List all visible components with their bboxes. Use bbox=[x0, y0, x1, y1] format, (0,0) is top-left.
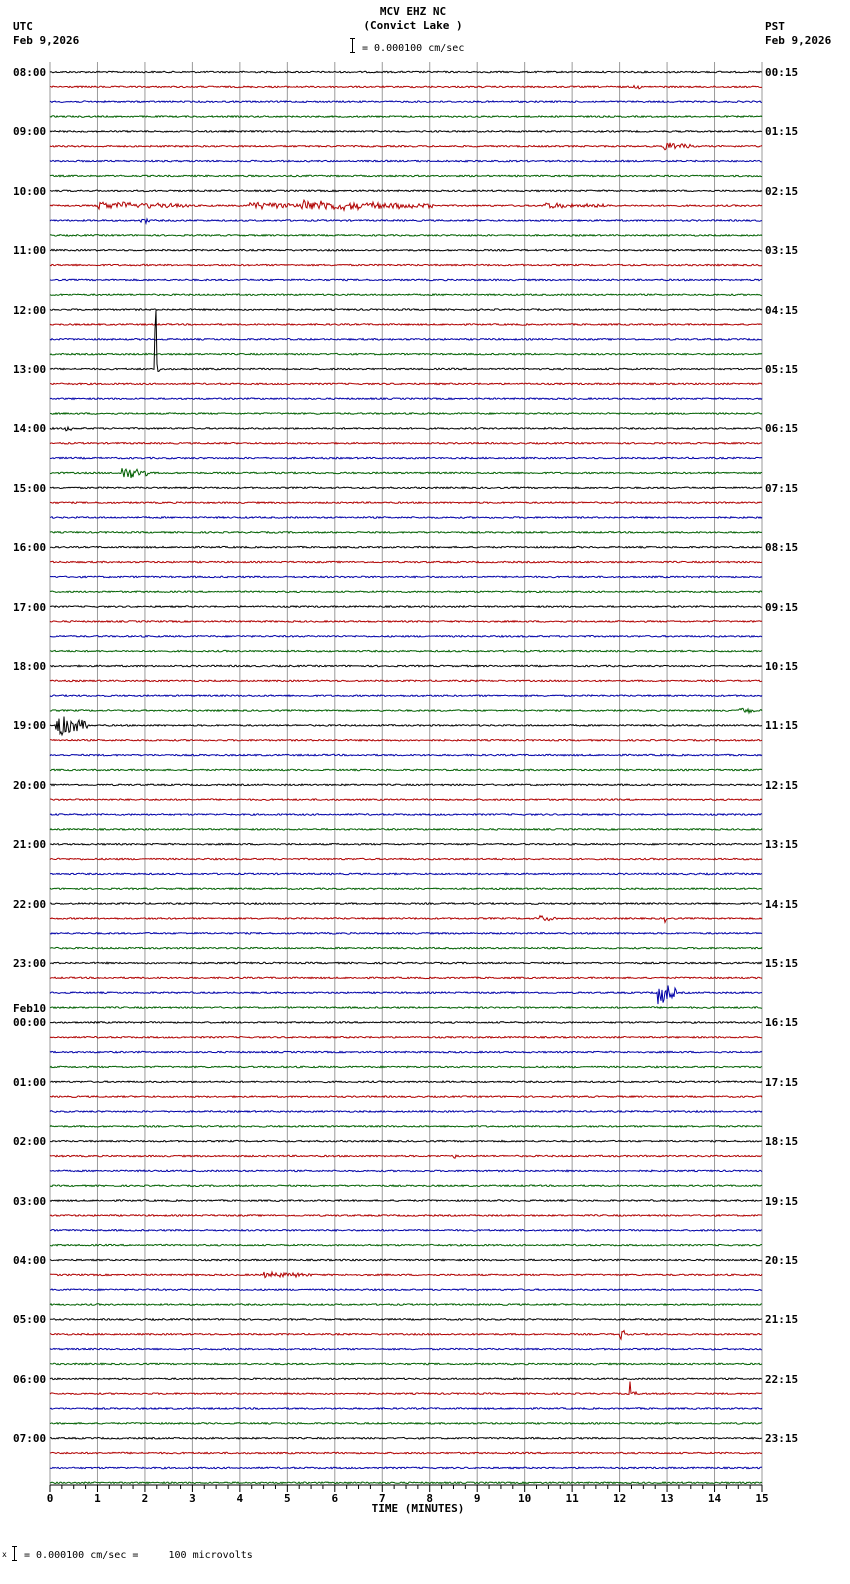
trace-line bbox=[50, 621, 762, 623]
trace-line bbox=[50, 740, 762, 742]
utc-hour-label: 06:00 bbox=[13, 1372, 47, 1386]
trace-line bbox=[50, 310, 762, 371]
x-tick-label: 3 bbox=[189, 1492, 196, 1505]
utc-hour-label: 01:00 bbox=[13, 1075, 47, 1089]
trace-line bbox=[50, 398, 762, 400]
trace-line bbox=[50, 249, 762, 251]
pst-hour-label: 21:15 bbox=[765, 1313, 799, 1327]
trace-line bbox=[50, 1051, 762, 1053]
pst-hour-label: 14:15 bbox=[765, 897, 799, 911]
trace-line bbox=[50, 933, 762, 935]
utc-hour-label: 19:00 bbox=[13, 719, 47, 733]
trace-line bbox=[50, 708, 762, 713]
trace-line bbox=[50, 916, 762, 923]
trace-line bbox=[50, 131, 762, 133]
trace-line bbox=[50, 86, 762, 89]
trace-line bbox=[50, 1363, 762, 1365]
trace-line bbox=[50, 1482, 762, 1484]
station-title: MCV EHZ NC bbox=[379, 5, 447, 18]
trace-line bbox=[50, 143, 762, 150]
trace-line bbox=[50, 784, 762, 786]
trace-line bbox=[50, 383, 762, 385]
x-tick-label: 8 bbox=[426, 1492, 434, 1505]
trace-line bbox=[50, 1289, 762, 1291]
x-axis-title: TIME (MINUTES) bbox=[371, 1502, 465, 1515]
trace-line bbox=[50, 413, 762, 415]
x-tick-label: 14 bbox=[707, 1492, 722, 1505]
trace-line bbox=[50, 1126, 762, 1128]
utc-hour-label: 04:00 bbox=[13, 1254, 47, 1267]
footer-scale-bar-icon bbox=[12, 1546, 17, 1561]
pst-hour-label: 10:15 bbox=[765, 660, 799, 673]
trace-line bbox=[50, 1244, 762, 1246]
trace-line bbox=[50, 1037, 762, 1039]
utc-hour-label: 00:00 bbox=[13, 1016, 47, 1030]
trace-line bbox=[50, 1200, 762, 1202]
trace-line bbox=[50, 561, 762, 563]
trace-line bbox=[50, 947, 762, 949]
trace-line bbox=[50, 606, 762, 608]
x-tick-label: 11 bbox=[565, 1492, 579, 1505]
trace-line bbox=[50, 1378, 762, 1380]
pst-hour-label: 22:15 bbox=[765, 1372, 799, 1386]
header-scale-text: = 0.000100 cm/sec bbox=[362, 43, 465, 54]
trace-line bbox=[50, 294, 762, 296]
trace-line bbox=[50, 219, 762, 223]
trace-line bbox=[50, 650, 762, 652]
pst-hour-label: 13:15 bbox=[765, 838, 799, 852]
x-tick-label: 7 bbox=[378, 1492, 386, 1505]
utc-hour-label: 03:00 bbox=[13, 1194, 47, 1208]
utc-hour-label: 21:00 bbox=[13, 838, 47, 852]
pst-hour-label: 18:15 bbox=[765, 1135, 799, 1149]
trace-line bbox=[50, 1066, 762, 1068]
trace-line bbox=[50, 1111, 762, 1113]
pst-hour-label: 11:15 bbox=[765, 719, 799, 733]
trace-line bbox=[50, 1215, 762, 1217]
trace-line bbox=[50, 324, 762, 326]
trace-line bbox=[50, 717, 762, 735]
trace-line bbox=[50, 1319, 762, 1321]
x-tick-label: 12 bbox=[612, 1492, 627, 1505]
utc-hour-label: 18:00 bbox=[13, 660, 47, 673]
trace-line bbox=[50, 680, 762, 682]
trace-line bbox=[50, 532, 762, 534]
pst-hour-label: 15:15 bbox=[765, 957, 799, 970]
trace-line bbox=[50, 1022, 762, 1024]
pst-hour-label: 06:15 bbox=[765, 422, 799, 436]
right-date: Feb 9,2026 bbox=[765, 34, 832, 47]
trace-line bbox=[50, 71, 762, 73]
trace-line bbox=[50, 175, 762, 177]
trace-line bbox=[50, 695, 762, 697]
utc-hour-label: 08:00 bbox=[13, 66, 47, 79]
right-timezone: PST bbox=[765, 20, 785, 33]
trace-line bbox=[50, 1259, 762, 1261]
pst-hour-label: 12:15 bbox=[765, 778, 799, 792]
pst-hour-label: 00:15 bbox=[765, 66, 799, 79]
pst-hour-label: 04:15 bbox=[765, 303, 799, 317]
trace-line bbox=[50, 754, 762, 756]
trace-line bbox=[50, 903, 762, 905]
pst-hour-label: 09:15 bbox=[765, 600, 799, 614]
utc-hour-label: 22:00 bbox=[13, 897, 47, 911]
utc-hour-label: 14:00 bbox=[13, 422, 47, 436]
x-tick-label: 15 bbox=[755, 1492, 769, 1505]
utc-hour-label: 12:00 bbox=[13, 303, 47, 317]
trace-line bbox=[50, 977, 762, 979]
trace-line bbox=[50, 517, 762, 519]
pst-hour-label: 05:15 bbox=[765, 363, 799, 376]
pst-hour-label: 08:15 bbox=[765, 541, 799, 555]
trace-line bbox=[50, 443, 762, 445]
trace-line bbox=[50, 1437, 762, 1439]
trace-line bbox=[50, 799, 762, 801]
utc-hour-label: 15:00 bbox=[13, 481, 47, 495]
trace-line bbox=[50, 1155, 762, 1158]
trace-line bbox=[50, 814, 762, 816]
x-tick-label: 2 bbox=[141, 1492, 149, 1505]
trace-line bbox=[50, 160, 762, 162]
utc-hour-label: 02:00 bbox=[13, 1135, 47, 1149]
trace-line bbox=[50, 190, 762, 192]
day-change-label: Feb10 bbox=[13, 1002, 47, 1015]
x-tick-label: 13 bbox=[660, 1492, 674, 1505]
utc-hour-label: 16:00 bbox=[13, 541, 47, 555]
trace-line bbox=[50, 1185, 762, 1187]
pst-hour-label: 07:15 bbox=[765, 481, 799, 495]
trace-line bbox=[50, 1408, 762, 1410]
trace-line bbox=[50, 279, 762, 281]
utc-hour-label: 10:00 bbox=[13, 184, 47, 198]
utc-hour-label: 05:00 bbox=[13, 1313, 47, 1327]
trace-line bbox=[50, 636, 762, 638]
pst-hour-label: 02:15 bbox=[765, 184, 799, 198]
utc-hour-label: 13:00 bbox=[13, 363, 47, 376]
trace-line bbox=[50, 1081, 762, 1083]
trace-line bbox=[50, 116, 762, 118]
trace-line bbox=[50, 962, 762, 964]
trace-line bbox=[50, 1331, 762, 1340]
trace-line bbox=[50, 829, 762, 831]
trace-line bbox=[50, 1467, 762, 1469]
trace-line bbox=[50, 591, 762, 593]
trace-line bbox=[50, 546, 762, 548]
trace-line bbox=[50, 1304, 762, 1306]
pst-hour-label: 19:15 bbox=[765, 1194, 799, 1208]
trace-line bbox=[50, 468, 762, 478]
utc-hour-label: 23:00 bbox=[13, 957, 47, 970]
footer-mark: x bbox=[2, 1550, 7, 1559]
x-tick-label: 1 bbox=[94, 1492, 101, 1505]
trace-line bbox=[50, 873, 762, 875]
pst-hour-label: 17:15 bbox=[765, 1075, 799, 1089]
x-tick-label: 9 bbox=[473, 1492, 481, 1505]
trace-line bbox=[50, 264, 762, 266]
x-tick-label: 6 bbox=[331, 1492, 339, 1505]
pst-hour-label: 20:15 bbox=[765, 1254, 799, 1267]
x-tick-label: 5 bbox=[284, 1492, 291, 1505]
trace-line bbox=[50, 1170, 762, 1172]
utc-hour-label: 11:00 bbox=[13, 244, 47, 258]
trace-line bbox=[50, 843, 762, 845]
trace-line bbox=[50, 665, 762, 667]
trace-line bbox=[50, 1096, 762, 1098]
pst-hour-label: 23:15 bbox=[765, 1432, 799, 1446]
utc-hour-label: 17:00 bbox=[13, 600, 47, 614]
trace-line bbox=[50, 1423, 762, 1425]
x-tick-label: 4 bbox=[236, 1492, 244, 1505]
trace-line bbox=[50, 487, 762, 489]
trace-line bbox=[50, 235, 762, 237]
trace-line bbox=[50, 1140, 762, 1142]
trace-line bbox=[50, 1452, 762, 1454]
trace-line bbox=[50, 576, 762, 578]
left-date: Feb 9,2026 bbox=[13, 34, 80, 47]
trace-line bbox=[50, 1230, 762, 1232]
utc-hour-label: 07:00 bbox=[13, 1432, 47, 1446]
pst-hour-label: 01:15 bbox=[765, 125, 799, 139]
footer-scale-text: = 0.000100 cm/sec = 100 microvolts bbox=[24, 1550, 253, 1561]
trace-line bbox=[50, 888, 762, 890]
trace-line bbox=[50, 502, 762, 504]
trace-line bbox=[50, 986, 762, 1005]
pst-hour-label: 16:15 bbox=[765, 1016, 799, 1030]
pst-hour-label: 03:15 bbox=[765, 244, 799, 258]
x-tick-label: 0 bbox=[46, 1492, 54, 1505]
trace-line bbox=[50, 1272, 762, 1278]
trace-line bbox=[50, 858, 762, 860]
trace-line bbox=[50, 1007, 762, 1009]
left-timezone: UTC bbox=[13, 20, 33, 33]
trace-line bbox=[50, 309, 762, 311]
trace-line bbox=[50, 200, 762, 210]
trace-line bbox=[50, 427, 762, 431]
trace-line bbox=[50, 101, 762, 103]
utc-hour-label: 09:00 bbox=[13, 125, 47, 139]
station-location: (Convict Lake ) bbox=[363, 19, 463, 32]
utc-hour-label: 20:00 bbox=[13, 778, 47, 792]
trace-line bbox=[50, 457, 762, 459]
trace-line bbox=[50, 1348, 762, 1350]
trace-line bbox=[50, 1382, 762, 1395]
x-tick-label: 10 bbox=[518, 1492, 532, 1505]
trace-line bbox=[50, 769, 762, 771]
